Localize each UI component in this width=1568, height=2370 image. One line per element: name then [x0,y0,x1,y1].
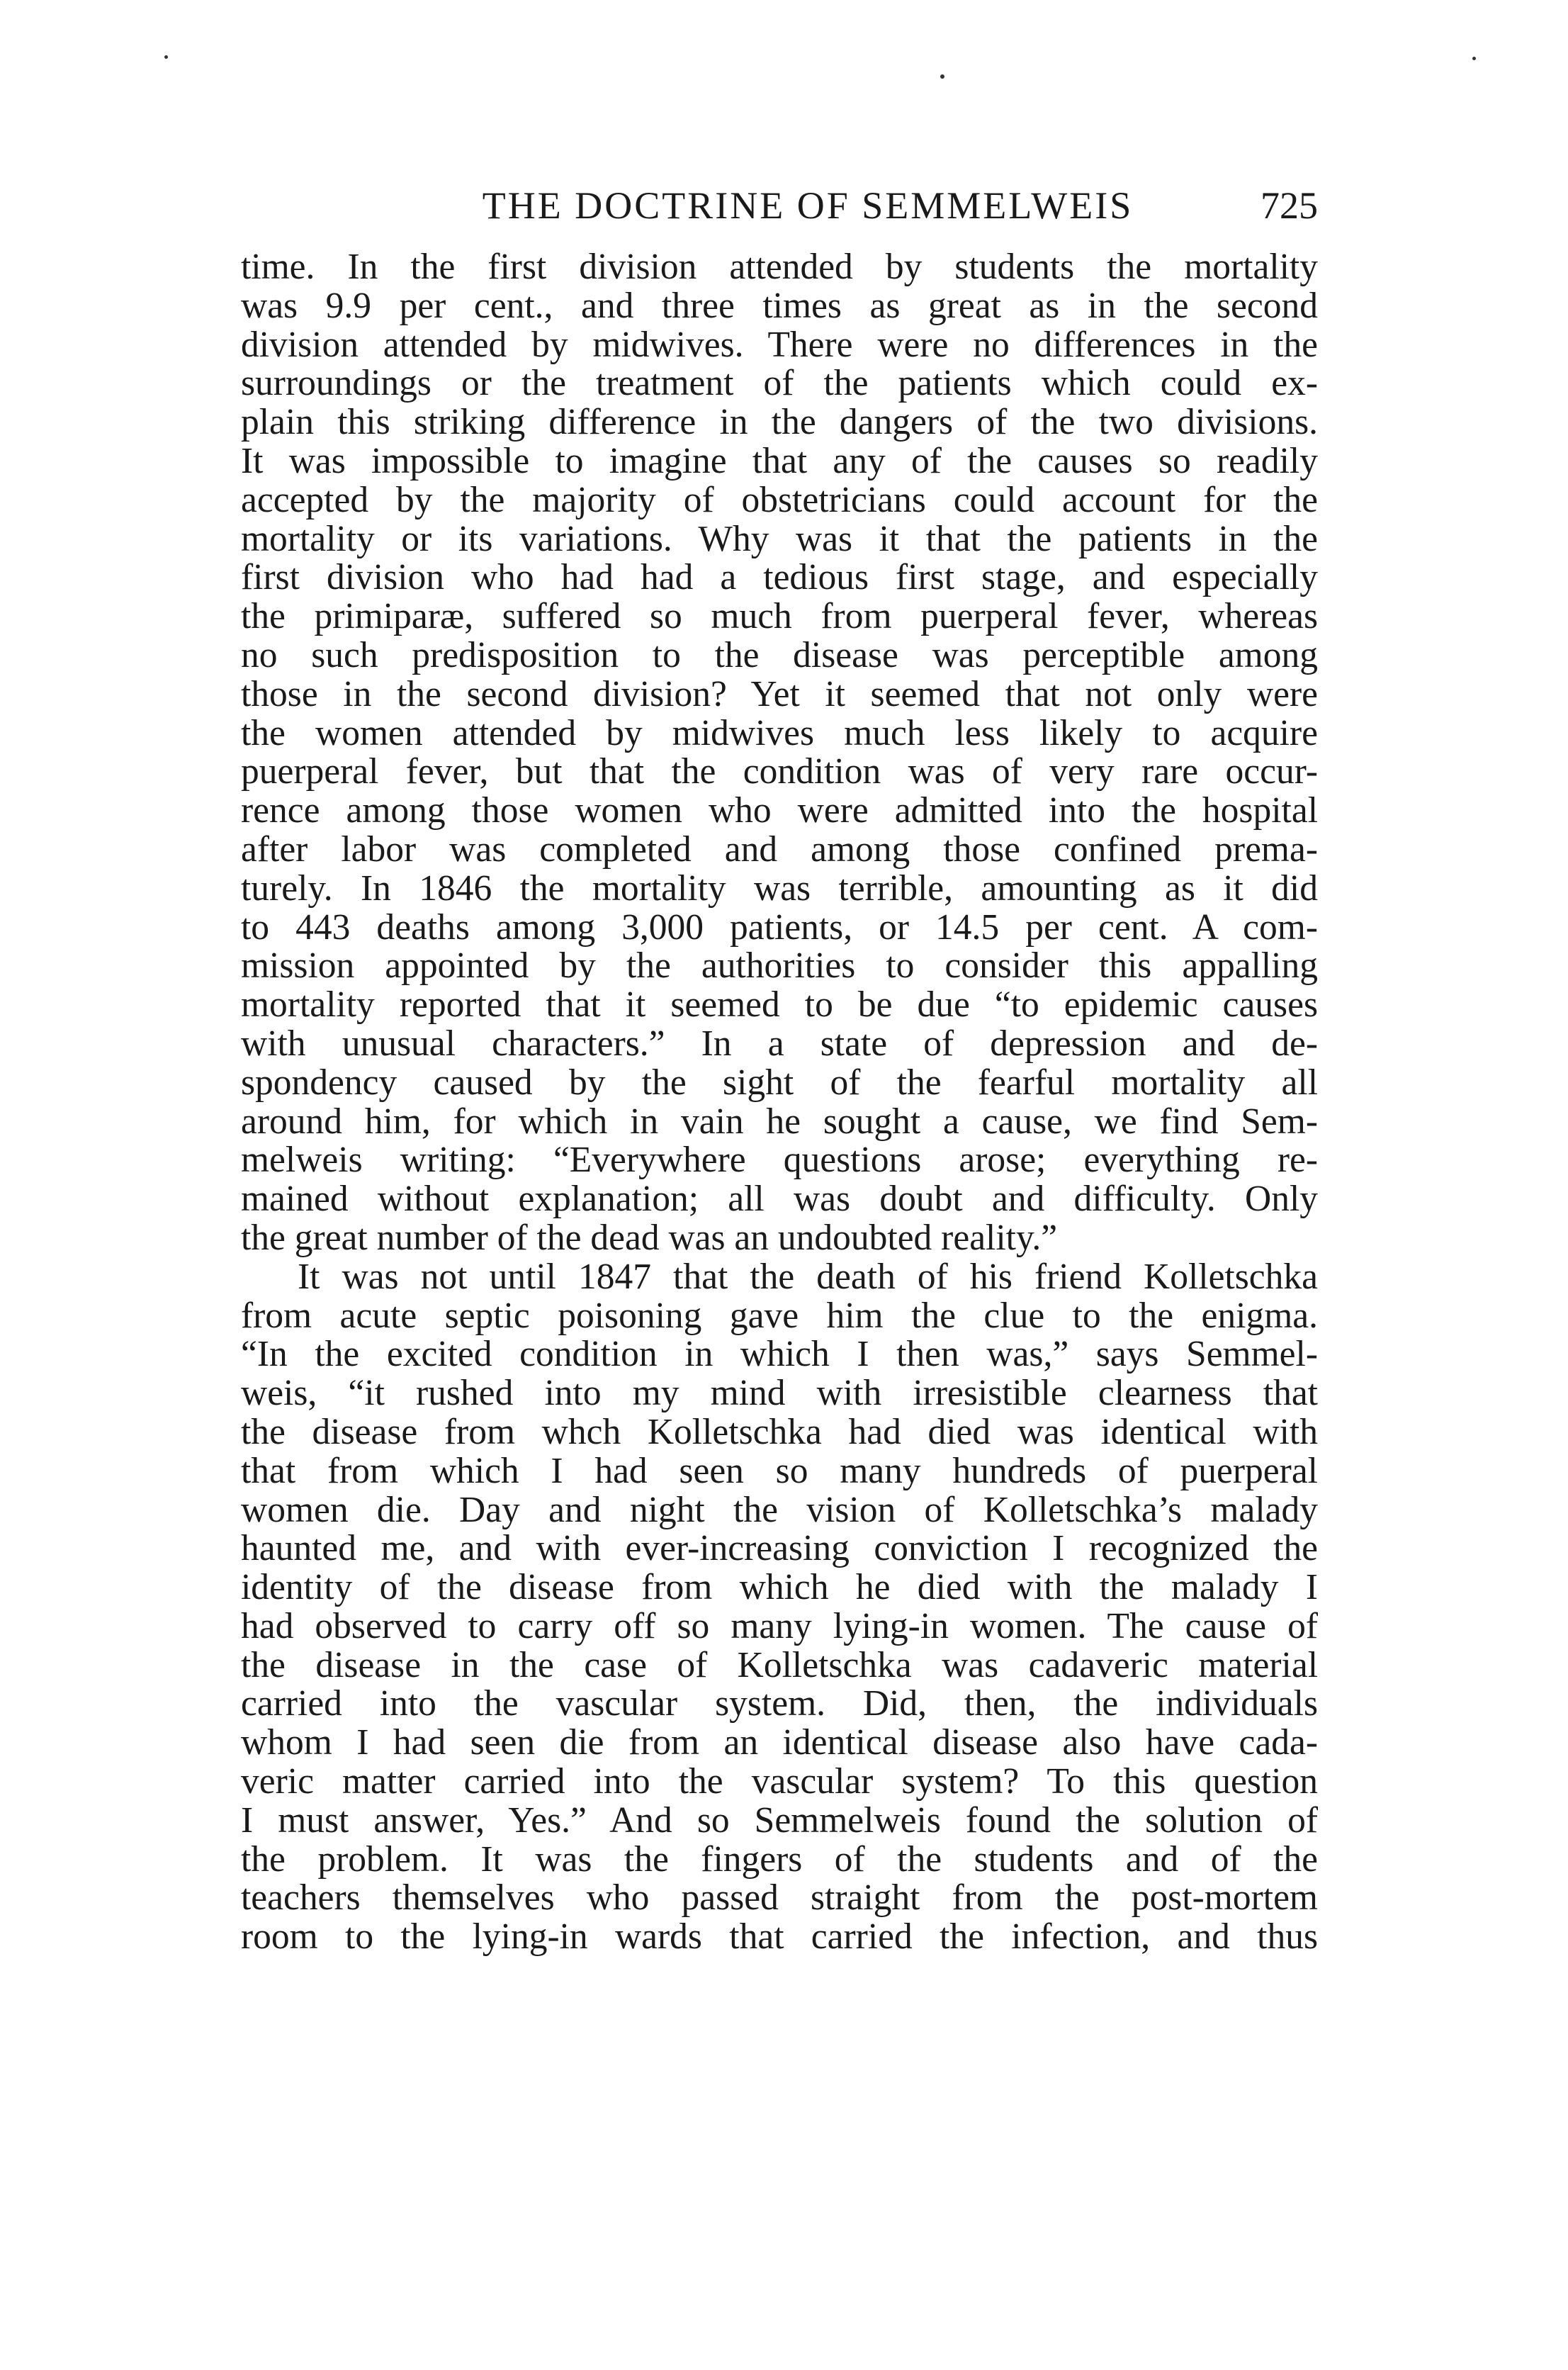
text-line: room to the lying-in wards that carried the infection, and thus [241,1918,1318,1958]
text-line: the women attended by midwives much less likely to acquire [241,714,1318,753]
page-number: 725 [1260,184,1318,227]
text-line: rence among those women who were admitted into the hospital [241,792,1318,831]
scan-speck [164,55,168,59]
text-line: with unusual characters.” In a state of depression and de- [241,1024,1318,1064]
running-title: THE DOCTRINE OF SEMMELWEIS [482,184,1134,227]
text-line: around him, for which in vain he sought a cause, we find Sem- [241,1102,1318,1142]
text-line: was 9.9 per cent., and three times as great as in the second [241,286,1318,326]
text-line: I must answer, Yes.” And so Semmelweis found the solution of [241,1801,1318,1841]
text-line: no such predisposition to the disease was perceptible among [241,636,1318,675]
text-line: from acute septic poisoning gave him the clue to the enigma. [241,1296,1318,1336]
text-line: turely. In 1846 the mortality was terrible, amounting as it did [241,869,1318,909]
text-line: mortality reported that it seemed to be due “to epidemic causes [241,986,1318,1025]
page-header [241,181,1318,230]
text-line: time. In the first division attended by students the mortality [241,248,1318,287]
text-line: It was not until 1847 that the death of his friend Kolletschka [298,1257,1318,1297]
text-line: whom I had seen die from an identical disease also have cada- [241,1724,1318,1763]
text-line: the disease in the case of Kolletschka was cadaveric material [241,1646,1318,1685]
text-line: teachers themselves who passed straight from the post-mortem [241,1879,1318,1919]
text-line: identity of the disease from which he died with the malady I [241,1568,1318,1607]
text-line: puerperal fever, but that the condition was of very rare occur- [241,753,1318,792]
body-text [241,248,1318,1957]
scan-speck [1472,57,1476,60]
text-line: that from which I had seen so many hundreds of puerperal [241,1451,1318,1491]
text-line: surroundings or the treatment of the patients which could ex- [241,364,1318,404]
scan-speck [940,74,944,79]
text-line: after labor was completed and among those confined prema- [241,830,1318,870]
text-line: carried into the vascular system. Did, then, the individuals [241,1685,1318,1724]
text-line: those in the second division? Yet it seemed that not only were [241,675,1318,714]
text-line: melweis writing: “Everywhere questions arose; everything re- [241,1141,1318,1181]
text-line: the primiparæ, suffered so much from puerperal fever, whereas [241,597,1318,636]
text-line: mortality or its variations. Why was it that the patients in the [241,520,1318,559]
text-line: mission appointed by the authorities to consider this appalling [241,947,1318,987]
text-line: haunted me, and with ever-increasing conviction I recognized the [241,1529,1318,1569]
text-line: accepted by the majority of obstetricians could account for the [241,481,1318,520]
text-line: to 443 deaths among 3,000 patients, or 14.5 per cent. A com- [241,908,1318,948]
text-line: the great number of the dead was an undoubted reality.” [241,1218,1058,1258]
paragraph [241,248,1318,1258]
text-line: had observed to carry off so many lying-in women. The cause of [241,1607,1318,1646]
text-line: the disease from whch Kolletschka had died was identical with [241,1413,1318,1452]
text-line: weis, “it rushed into my mind with irresistible clearness that [241,1374,1318,1413]
text-line: spondency caused by the sight of the fearful mortality all [241,1063,1318,1103]
text-line: veric matter carried into the vascular system? To this question [241,1763,1318,1802]
text-line: “In the excited condition in which I then was,” says Semmel- [241,1335,1318,1375]
paragraph [241,1258,1318,1957]
text-line: plain this striking difference in the dangers of the two divisions. [241,403,1318,442]
text-line: mained without explanation; all was doubt and difficulty. Only [241,1180,1318,1219]
text-line: women die. Day and night the vision of Kolletschka’s malady [241,1490,1318,1530]
text-line: division attended by midwives. There were no differences in the [241,325,1318,365]
text-line: the problem. It was the fingers of the students and of the [241,1840,1318,1880]
text-line: first division who had had a tedious first stage, and especially [241,558,1318,598]
text-line: It was impossible to imagine that any of the causes so readily [241,442,1318,481]
